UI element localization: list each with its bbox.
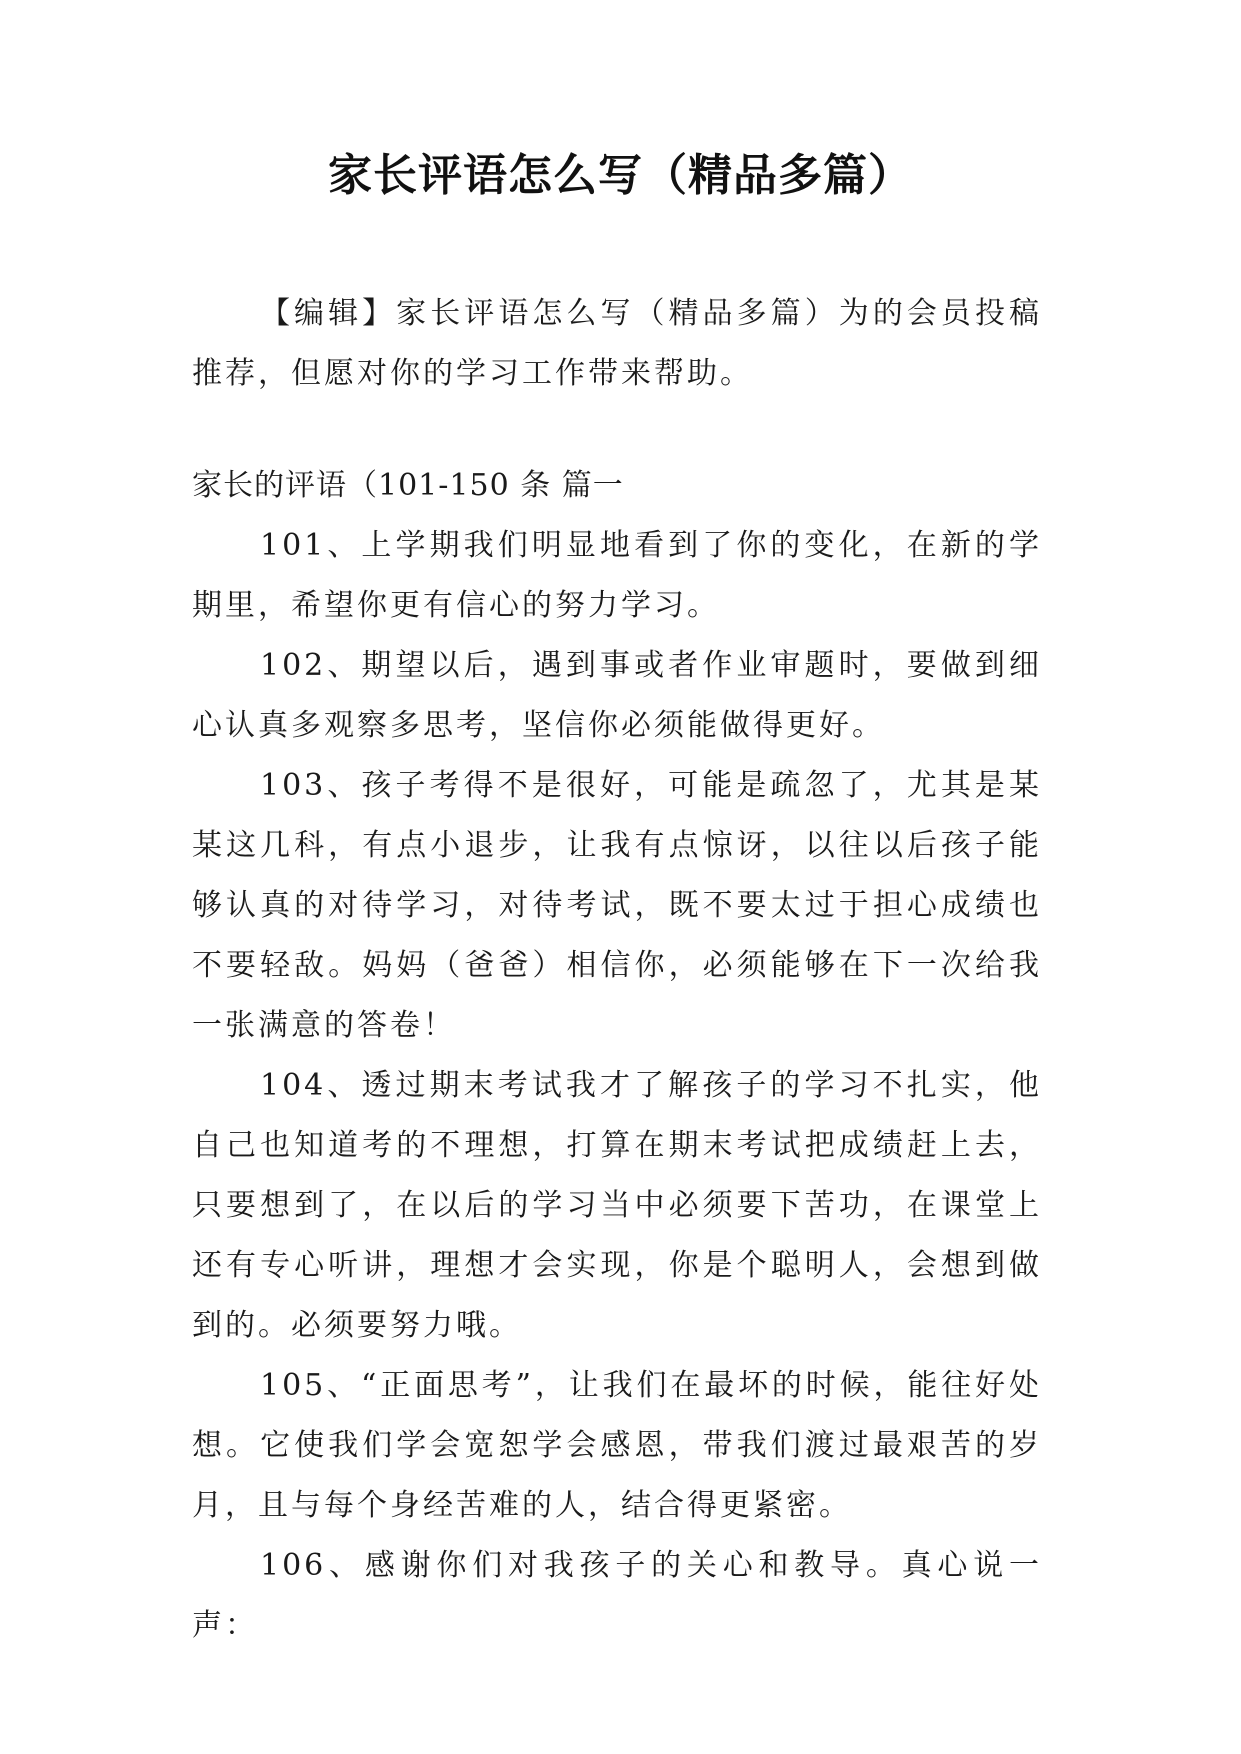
- intro-paragraph: 【编辑】家长评语怎么写（精品多篇）为的会员投稿推荐，但愿对你的学习工作带来帮助。: [192, 296, 1042, 391]
- comment-item: 104、透过期末考试我才了解孩子的学习不扎实，他自己也知道考的不理想，打算在期末考试把成绩赶上去，只要想到了，在以后的学习当中必须要下苦功，在课堂上还有专心听讲，理想才会实现，你是个聪明人，会想到做到的。必须要努力哦。: [192, 1068, 1042, 1343]
- comment-item: 103、孩子考得不是很好，可能是疏忽了，尤其是某某这几科，有点小退步，让我有点惊讶，以往以后孩子能够认真的对待学习，对待考试，既不要太过于担心成绩也不要轻敌。妈妈（爸爸）相信你，必须能够在下一次给我一张满意的答卷！: [192, 768, 1042, 1043]
- comment-list: [192, 516, 1042, 1656]
- comment-item: 105、“正面思考”，让我们在最坏的时候，能往好处想。它使我们学会宽恕学会感恩，带我们渡过最艰苦的岁月，且与每个身经苦难的人，结合得更紧密。: [192, 1368, 1042, 1523]
- document-title: 家长评语怎么写（精品多篇）: [328, 150, 913, 201]
- comment-item: 102、期望以后，遇到事或者作业审题时，要做到细心认真多观察多思考，坚信你必须能做得更好。: [192, 648, 1042, 743]
- section-heading: 家长的评语（101-150 条 篇一: [192, 468, 624, 503]
- comment-item: 106、感谢你们对我孩子的关心和教导。真心说一声：: [192, 1548, 1042, 1643]
- comment-item: 101、上学期我们明显地看到了你的变化，在新的学期里，希望你更有信心的努力学习。: [192, 528, 1042, 623]
